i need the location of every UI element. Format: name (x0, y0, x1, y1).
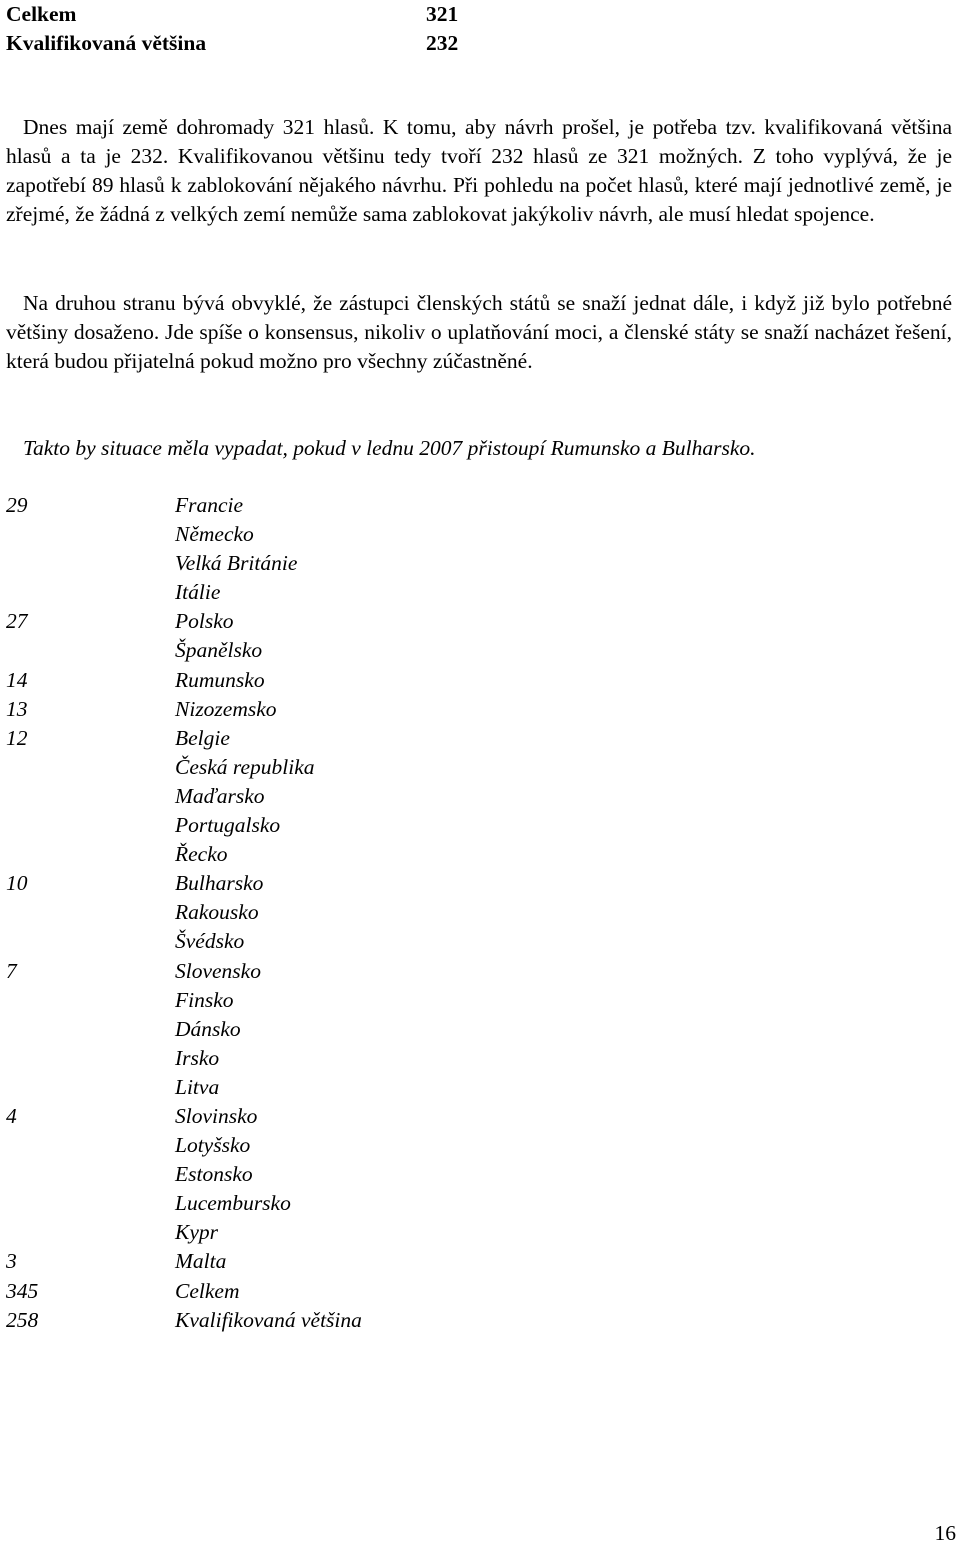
vote-count: 29 (6, 493, 28, 517)
vote-count: 27 (6, 609, 28, 634)
summary-value: 232 (426, 31, 459, 55)
list-item (6, 869, 362, 898)
list-item (6, 1247, 362, 1276)
list-item (6, 724, 362, 753)
list-item (6, 636, 362, 665)
summary-row-total (6, 0, 486, 29)
country-name: Portugalsko (175, 813, 281, 838)
summary-row-qualified (6, 29, 486, 58)
vote-count: 258 (6, 1307, 39, 1332)
country-name: Slovensko (175, 958, 261, 983)
list-item (6, 1015, 362, 1044)
country-name: Dánsko (175, 1016, 241, 1041)
vote-count: 12 (6, 725, 28, 750)
vote-count (6, 986, 175, 1015)
list-item (6, 898, 362, 927)
vote-count (6, 1015, 175, 1044)
list-item (6, 927, 362, 956)
vote-count (6, 1073, 175, 1102)
list-item (6, 811, 362, 840)
page-number: 16 (934, 1521, 956, 1545)
country-name: Německo (175, 522, 254, 547)
country-name: Velká Británie (175, 551, 298, 576)
vote-count (6, 898, 175, 927)
summary-table (6, 0, 486, 58)
list-item (6, 782, 362, 811)
vote-count (6, 753, 175, 782)
vote-count: 13 (6, 696, 28, 721)
list-item (6, 986, 362, 1015)
summary-label: Kvalifikovaná většina (6, 31, 207, 55)
list-item (6, 1102, 362, 1131)
country-name: Řecko (175, 842, 228, 867)
list-item (6, 957, 362, 986)
vote-count (6, 811, 175, 840)
vote-count (6, 549, 175, 578)
list-item (6, 520, 362, 549)
list-caption: Takto by situace měla vypadat, pokud v lednu 2007 přistoupí Rumunsko a Bulharsko. (23, 436, 756, 460)
country-name: Slovinsko (175, 1103, 258, 1128)
country-name: Malta (175, 1249, 227, 1274)
country-name: Švédsko (175, 929, 245, 954)
summary-value: 321 (426, 2, 459, 26)
vote-count (6, 1044, 175, 1073)
vote-count (6, 840, 175, 869)
list-item (6, 753, 362, 782)
list-item (6, 607, 362, 636)
list-item (6, 1073, 362, 1102)
list-item (6, 1160, 362, 1189)
vote-count: 14 (6, 667, 28, 692)
list-item (6, 840, 362, 869)
country-name: Kvalifikovaná většina (175, 1307, 362, 1332)
list-item (6, 1189, 362, 1218)
paragraph-votes-explanation: Dnes mají země dohromady 321 hlasů. K tomu, aby návrh prošel, je potřeba tzv. kvalifikovaná většina hlasů a ta je 232. Kvalifikovanou většinu tedy tvoří 232 hlasů ze 321 možných. Z toho vyplývá, že je zapotřebí 89 hlasů k zablokování nějakého návrhu. Při pohledu na počet hlasů, které mají jednotlivé země, je zřejmé, že žádná z velkých zemí nemůže sama zablokovat jakýkoliv návrh, ale musí hledat spojence. (6, 115, 952, 226)
vote-count (6, 636, 175, 665)
country-name: Kypr (175, 1220, 218, 1245)
vote-count: 3 (6, 1249, 17, 1274)
country-name: Bulharsko (175, 871, 264, 896)
vote-count: 7 (6, 958, 17, 983)
vote-count (6, 1160, 175, 1189)
vote-count (6, 520, 175, 549)
paragraph-consensus: Na druhou stranu bývá obvyklé, že zástupci členských států se snaží jednat dále, i když již bylo potřebné většiny dosaženo. Jde spíše o konsensus, nikoliv o uplatňování moci, a členské státy se snaží nacházet řešení, která budou přijatelná pokud možno pro všechny zúčastněné. (6, 291, 952, 373)
vote-count: 345 (6, 1278, 39, 1303)
list-item (6, 666, 362, 695)
list-item (6, 1218, 362, 1247)
vote-count (6, 927, 175, 956)
country-name: Španělsko (175, 638, 263, 663)
list-item (6, 549, 362, 578)
country-name: Francie (175, 493, 244, 517)
vote-count (6, 578, 175, 607)
country-name: Česká republika (175, 754, 315, 779)
vote-count (6, 1218, 175, 1247)
list-item (6, 695, 362, 724)
list-item (6, 491, 362, 520)
list-item (6, 1131, 362, 1160)
vote-list (6, 491, 362, 1335)
country-name: Rakousko (175, 900, 259, 925)
vote-count (6, 782, 175, 811)
vote-count: 4 (6, 1103, 17, 1128)
summary-label: Celkem (6, 2, 77, 26)
vote-count (6, 1131, 175, 1160)
country-name: Rumunsko (175, 667, 265, 692)
list-item (6, 1306, 362, 1335)
list-item (6, 1044, 362, 1073)
list-item (6, 1277, 362, 1306)
country-name: Litva (175, 1074, 220, 1099)
country-name: Itálie (175, 580, 221, 605)
country-name: Lucembursko (175, 1191, 291, 1216)
vote-count (6, 1189, 175, 1218)
country-name: Belgie (175, 725, 230, 750)
country-name: Celkem (175, 1278, 240, 1303)
country-name: Polsko (175, 609, 234, 634)
country-name: Irsko (175, 1045, 220, 1070)
vote-count: 10 (6, 871, 28, 896)
country-name: Finsko (175, 987, 234, 1012)
country-name: Lotyšsko (175, 1133, 251, 1158)
list-item (6, 578, 362, 607)
country-name: Nizozemsko (175, 696, 277, 721)
country-name: Maďarsko (175, 783, 265, 808)
country-name: Estonsko (175, 1162, 253, 1187)
